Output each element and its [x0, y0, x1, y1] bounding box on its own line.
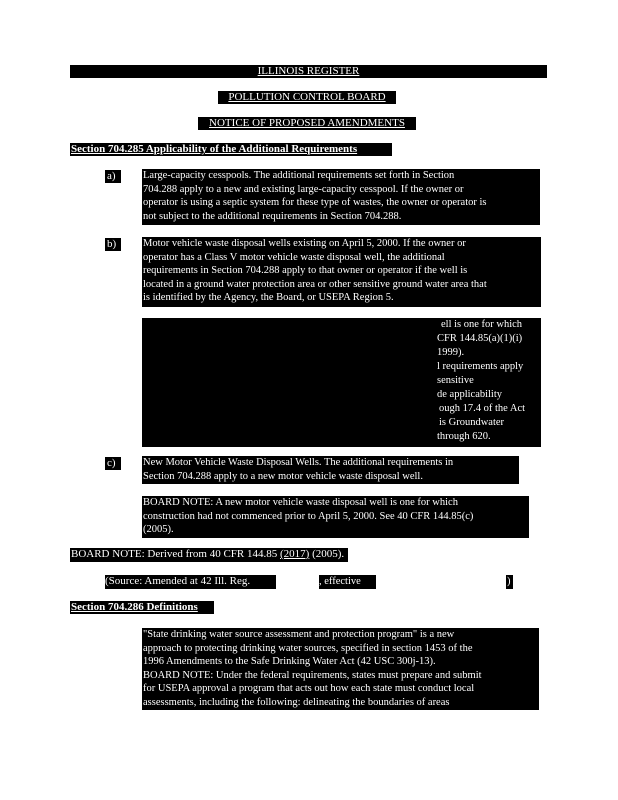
redacted-fragment: l requirements apply — [437, 361, 524, 372]
definitions-line: BOARD NOTE: Under the federal requirements, states must prepare and submit — [143, 669, 482, 681]
subsection-a-line: 704.288 apply to a new and existing large-capacity cesspool. If the owner or — [143, 183, 464, 195]
definitions-text — [142, 628, 539, 710]
redacted-fragment: through 620. — [437, 431, 491, 442]
subsection-a-text — [142, 169, 540, 225]
subsection-a-label: a) — [105, 170, 121, 183]
section-285-heading — [70, 143, 392, 156]
subsection-b-line: operator has a Class V motor vehicle waste disposal well, the additional — [143, 251, 445, 263]
subsection-b-line: requirements in Section 704.288 apply to that owner or operator if the well is — [143, 265, 468, 277]
subsection-b-line: located in a ground water protection area or other sensitive ground water area that — [143, 278, 487, 290]
subsection-b-line: Motor vehicle waste disposal wells existing on April 5, 2000. If the owner or — [143, 238, 466, 249]
subsection-c-line: Section 704.288 apply to a new motor vehicle waste disposal well. — [143, 470, 423, 482]
definitions-line: for USEPA approval a program that acts out how each state must conduct local — [143, 683, 475, 695]
source-blank-register — [276, 575, 319, 589]
redacted-fragment: is Groundwater — [439, 417, 505, 428]
subsection-c-label: c) — [105, 457, 121, 470]
source-prefix: (Source: Amended at 42 Ill. Reg. — [105, 575, 251, 587]
board-note-old-year: (2005). — [309, 548, 345, 560]
definitions-line: approach to protecting drinking water sources, specified in section 1453 of the — [143, 642, 473, 654]
redacted-fragment: de applicability — [437, 389, 503, 400]
redacted-fragment: 1999). — [437, 347, 465, 358]
register-title: ILLINOIS REGISTER — [257, 65, 360, 77]
notice-title: NOTICE OF PROPOSED AMENDMENTS — [209, 117, 405, 129]
redacted-fragment: sensitive — [437, 375, 474, 386]
subsection-c-line: New Motor Vehicle Waste Disposal Wells. The additional requirements in — [143, 457, 454, 468]
source-effective: , effective — [319, 576, 361, 587]
c-note-line: BOARD NOTE: A new motor vehicle waste disposal well is one for which — [143, 497, 458, 508]
source-blank-date — [376, 575, 506, 589]
subsection-a-line: operator is using a septic system for these type of wastes, the owner or operator is — [143, 197, 487, 209]
board-note-prefix: BOARD NOTE: Derived from 40 CFR 144.85 — [71, 548, 280, 560]
c-note-line: construction had not commenced prior to April 5, 2000. See 40 CFR 144.85(c) — [143, 510, 474, 522]
section-286-heading — [70, 601, 214, 614]
source-end: ) — [507, 576, 511, 587]
subsection-a-line: not subject to the additional requirements in Section 704.288. — [143, 210, 402, 222]
notice-bar — [198, 117, 416, 130]
redacted-fragment: ell is one for which — [441, 319, 523, 330]
board-note-derived — [70, 548, 348, 562]
subsection-b-label: b) — [105, 238, 121, 251]
board-note-new-year: (2017) — [280, 548, 310, 560]
subsection-b-line: is identified by the Agency, the Board, or USEPA Region 5. — [143, 292, 394, 304]
redacted-fragment: ough 17.4 of the Act — [439, 403, 526, 414]
board-name-bar — [218, 91, 396, 104]
redacted-fragment: CFR 144.85(a)(1)(i) — [437, 333, 523, 344]
subsection-a-line: Large-capacity cesspools. The additional requirements set forth in Section — [143, 170, 455, 181]
definitions-line: 1996 Amendments to the Safe Drinking Water Act (42 USC 300j-13). — [143, 656, 436, 668]
section-286-heading-text: Section 704.286 Definitions — [71, 601, 198, 613]
definitions-line: "State drinking water source assessment and protection program" is a new — [143, 629, 455, 640]
c-note-line: (2005). — [143, 524, 174, 536]
board-name: POLLUTION CONTROL BOARD — [228, 91, 386, 103]
subsection-c-board-note — [142, 496, 529, 538]
register-header-bar — [70, 65, 547, 78]
subsection-b-text — [142, 237, 541, 307]
definitions-line: assessments, including the following: delineating the boundaries of areas — [143, 696, 450, 708]
section-285-heading-text: Section 704.285 Applicability of the Additional Requirements — [71, 143, 358, 155]
subsection-c-text — [142, 456, 519, 484]
